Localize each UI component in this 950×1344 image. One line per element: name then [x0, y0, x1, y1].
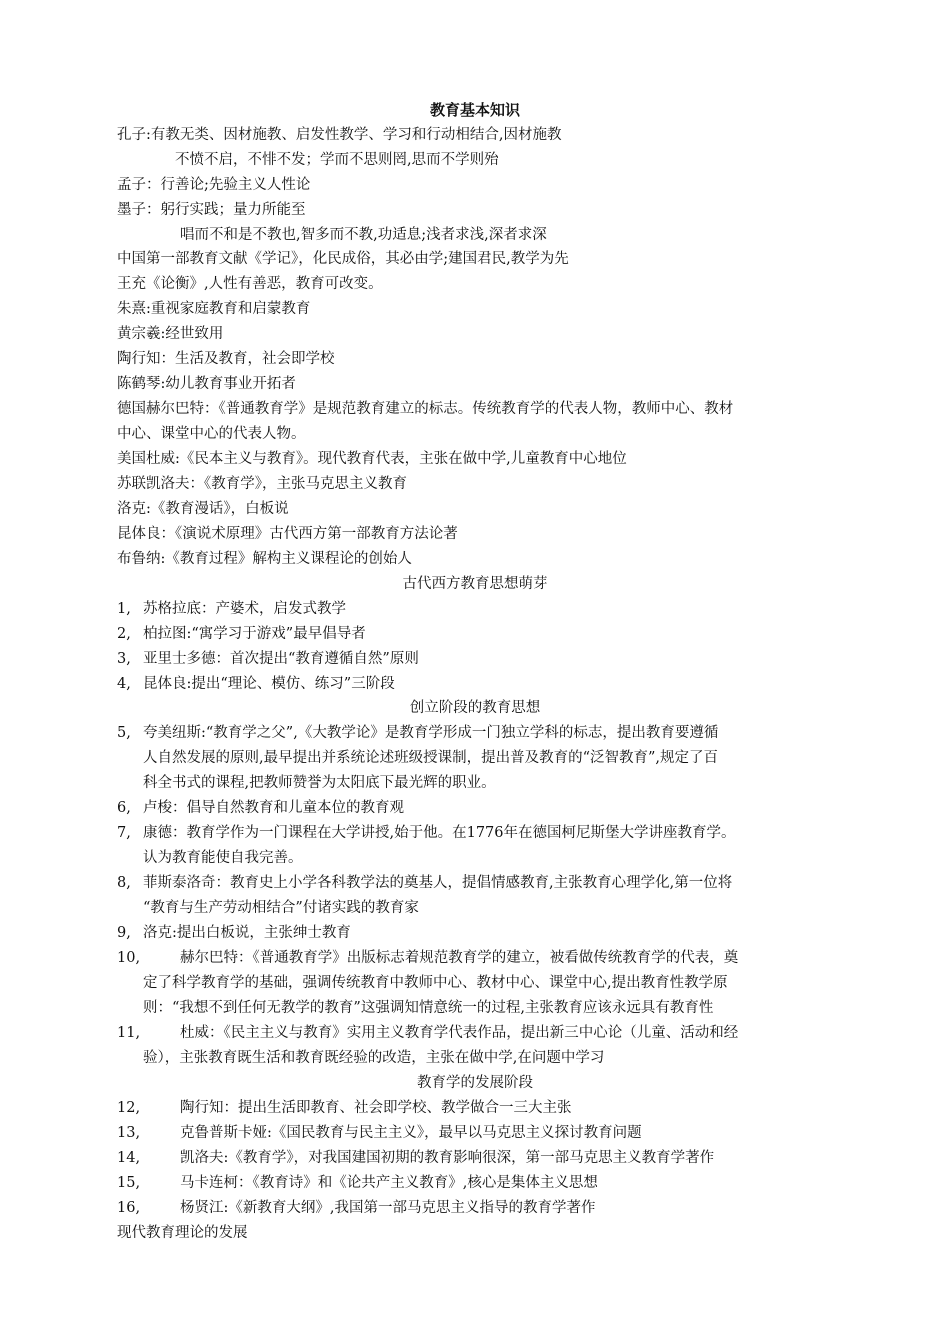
- section-heading: 现代教育理论的发展: [117, 1225, 248, 1241]
- item-text: 亚里士多德：首次提出“教育遵循自然”原则: [143, 651, 419, 667]
- intro-line: 德国赫尔巴特：《普通教育学》是规范教育建立的标志。传统教育学的代表人物，教师中心、教材: [117, 401, 734, 417]
- intro-line: 王充《论衡》,人性有善恶，教育可改变。: [117, 276, 383, 292]
- item-number: 6,: [117, 800, 131, 816]
- intro-line: 孟子：行善论;先验主义人性论: [117, 177, 311, 193]
- item-text: 验），主张教育既生活和教育既经验的改造，主张在做中学,在问题中学习: [143, 1050, 605, 1066]
- item-number: 13,: [117, 1125, 141, 1141]
- intro-line: 孔子:有教无类、因材施教、启发性教学、学习和行动相结合,因材施教: [117, 127, 562, 143]
- item-text: 科全书式的课程,把教师赞誉为太阳底下最光辉的职业。: [143, 775, 496, 791]
- item-text: 凯洛夫:《教育学》，对我国建国初期的教育影响很深，第一部马克思主义教育学著作: [180, 1150, 715, 1166]
- item-number: 5,: [117, 725, 131, 741]
- item-number: 8,: [117, 875, 131, 891]
- item-text: 则：“我想不到任何无教学的教育”这强调知情意统一的过程,主张教育应该永远具有教育性: [143, 1000, 714, 1016]
- item-text: 人自然发展的原则,最早提出并系统论述班级授课制，提出普及教育的“泛智教育”,规定了百: [143, 750, 719, 766]
- intro-line: 布鲁纳:《教育过程》解构主义课程论的创始人: [117, 551, 412, 567]
- item-number: 4,: [117, 676, 131, 692]
- intro-line: 墨子：躬行实践；量力所能至: [117, 202, 306, 218]
- item-number: 12,: [117, 1100, 141, 1116]
- item-text: 马卡连柯：《教育诗》和《论共产主义教育》,核心是集体主义思想: [180, 1175, 598, 1191]
- intro-line: 陶行知：生活及教育，社会即学校: [117, 351, 335, 367]
- intro-line: 朱熹:重视家庭教育和启蒙教育: [117, 301, 311, 317]
- item-number: 14,: [117, 1150, 141, 1166]
- document-title: 教育基本知识: [429, 101, 520, 119]
- intro-line: 洛克:《教育漫话》，白板说: [117, 501, 289, 517]
- item-number: 3,: [117, 651, 131, 667]
- item-text: 菲斯泰洛奇：教育史上小学各科教学法的奠基人，提倡情感教育,主张教育心理学化,第一位将: [143, 875, 733, 891]
- item-text: 康德：教育学作为一门课程在大学讲授,始于他。在1776年在德国柯尼斯堡大学讲座教育学。: [143, 825, 736, 841]
- item-text: 杨贤江:《新教育大纲》,我国第一部马克思主义指导的教育学著作: [180, 1200, 596, 1216]
- item-text: 柏拉图:“寓学习于游戏”最早倡导者: [143, 626, 366, 642]
- item-text: 克鲁普斯卡娅:《国民教育与民主主义》，最早以马克思主义探讨教育问题: [180, 1125, 642, 1141]
- item-text: 夸美纽斯:“教育学之父”,《大教学论》是教育学形成一门独立学科的标志，提出教育要遵循: [143, 725, 719, 741]
- item-text: “教育与生产劳动相结合”付诸实践的教育家: [143, 900, 419, 916]
- item-text: 洛克:提出白板说，主张绅士教育: [143, 925, 351, 941]
- item-number: 9,: [117, 925, 131, 941]
- item-text: 苏格拉底：产婆术，启发式教学: [143, 601, 346, 617]
- item-number: 1,: [117, 601, 131, 617]
- item-text: 陶行知：提出生活即教育、社会即学校、教学做合一三大主张: [180, 1100, 572, 1116]
- section-heading: 古代西方教育思想萌芽: [402, 576, 548, 592]
- intro-line: 昆体良：《演说术原理》古代西方第一部教育方法论著: [117, 526, 458, 542]
- section-heading: 创立阶段的教育思想: [409, 700, 541, 716]
- item-number: 15,: [117, 1175, 141, 1191]
- intro-line: 苏联凯洛夫：《教育学》，主张马克思主义教育: [117, 476, 407, 492]
- intro-line: 不愤不启，不悱不发；学而不思则罔,思而不学则殆: [175, 152, 499, 168]
- item-text: 卢梭：倡导自然教育和儿童本位的教育观: [143, 800, 404, 816]
- item-text: 认为教育能使自我完善。: [143, 850, 303, 866]
- item-number: 11,: [117, 1025, 141, 1041]
- item-number: 7,: [117, 825, 131, 841]
- intro-line: 中国第一部教育文献《学记》，化民成俗，其必由学;建国君民,教学为先: [117, 251, 569, 267]
- item-text: 杜威：《民主主义与教育》实用主义教育学代表作品，提出新三中心论（儿童、活动和经: [180, 1025, 739, 1041]
- item-number: 10,: [117, 950, 141, 966]
- intro-line: 唱而不和是不教也,智多而不教,功适息;浅者求浅,深者求深: [180, 227, 547, 243]
- item-text: 定了科学教育学的基础，强调传统教育中教师中心、教材中心、课堂中心,提出教育性教学原: [143, 975, 728, 991]
- item-number: 2,: [117, 626, 131, 642]
- item-text: 赫尔巴特：《普通教育学》出版标志着规范教育学的建立，被看做传统教育学的代表，奠: [180, 950, 739, 966]
- intro-line: 美国杜威:《民本主义与教育》。现代教育代表，主张在做中学,儿童教育中心地位: [117, 451, 627, 467]
- section-heading: 教育学的发展阶段: [417, 1075, 533, 1091]
- item-number: 16,: [117, 1200, 141, 1216]
- intro-line: 黄宗羲:经世致用: [117, 326, 224, 342]
- intro-line: 陈鹤琴:幼儿教育事业开拓者: [117, 376, 296, 392]
- intro-line: 中心、课堂中心的代表人物。: [117, 426, 306, 442]
- item-text: 昆体良:提出“理论、模仿、练习”三阶段: [143, 676, 395, 692]
